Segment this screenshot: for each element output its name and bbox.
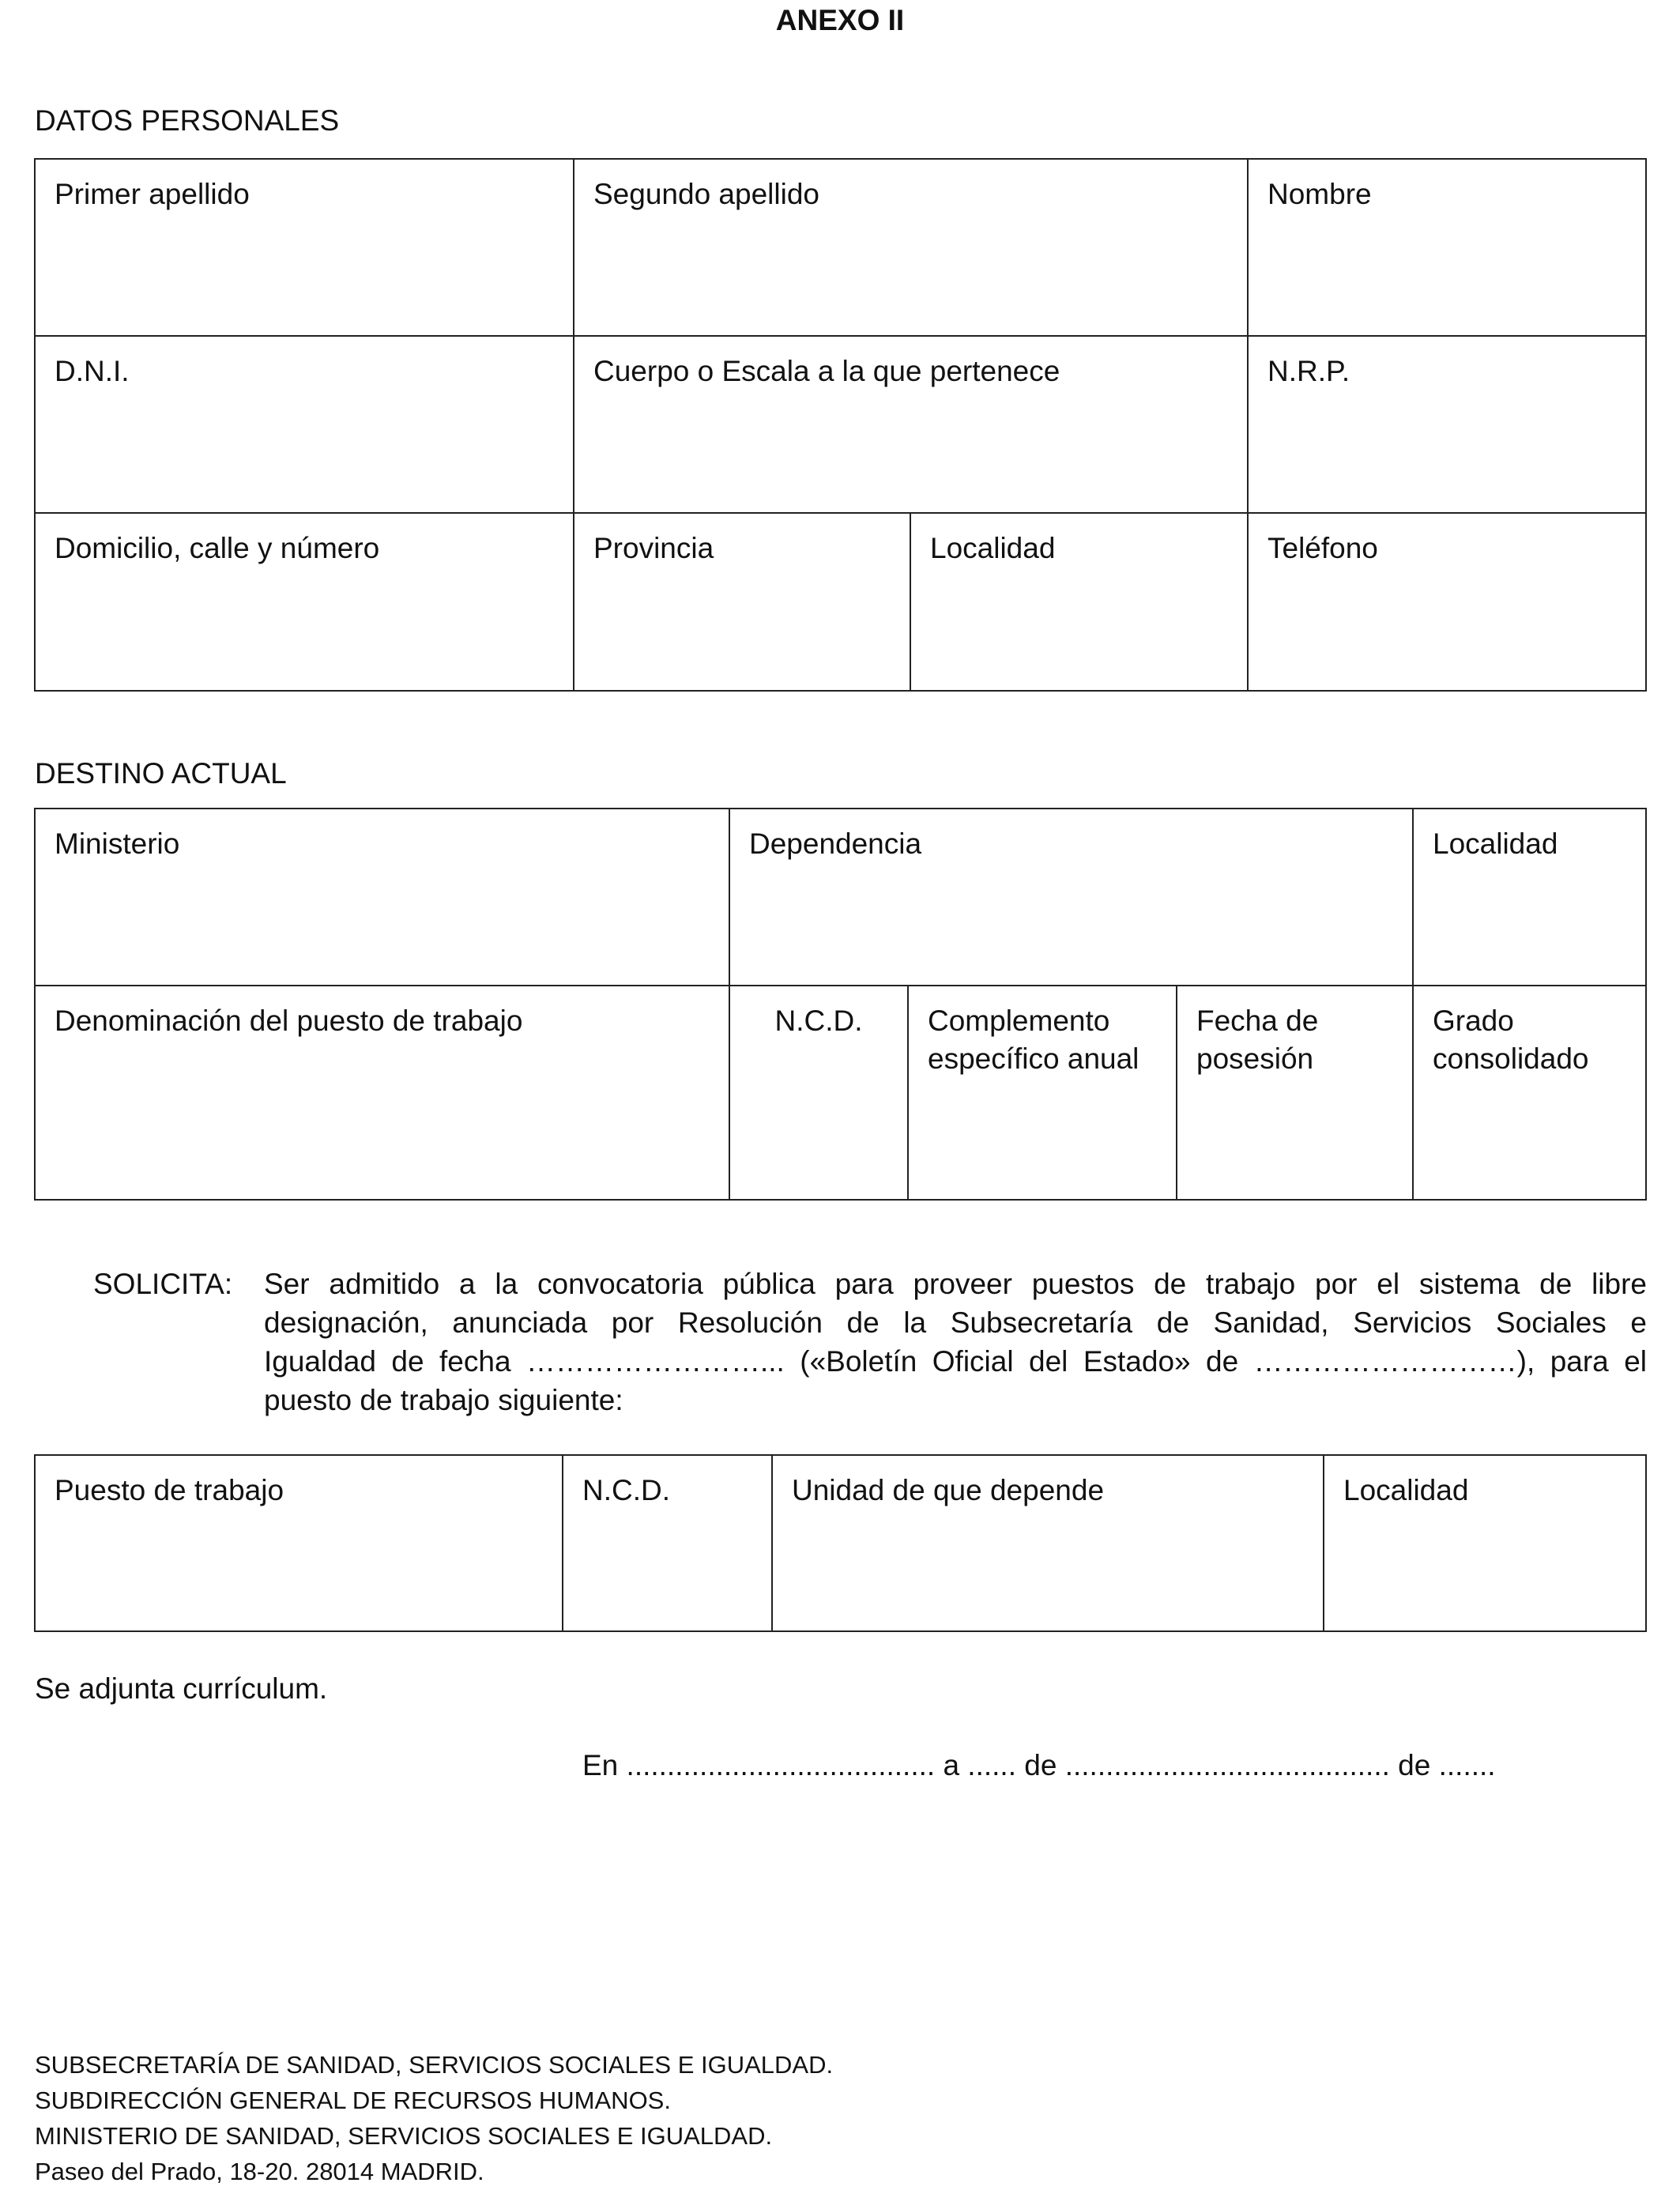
field-grado[interactable]	[1414, 986, 1645, 1199]
field-label: Ministerio	[55, 827, 180, 860]
footer-line: Paseo del Prado, 18-20. 28014 MADRID.	[35, 2158, 484, 2185]
field-label: Domicilio, calle y número	[55, 532, 380, 564]
field-ncd[interactable]	[730, 986, 909, 1199]
field-label: N.R.P.	[1268, 355, 1350, 387]
field-destino-localidad[interactable]	[1414, 809, 1645, 986]
field-localidad[interactable]	[911, 514, 1249, 690]
field-unidad[interactable]	[773, 1456, 1324, 1630]
field-label: Fecha de	[1196, 1005, 1319, 1037]
request-line-3: Igualdad de fecha ……………………... («Boletín Oficial del Estado» de ………………………), para el	[264, 1345, 1647, 1378]
footer-address	[35, 2047, 833, 2189]
footer-line: SUBDIRECCIÓN GENERAL DE RECURSOS HUMANOS.	[35, 2087, 671, 2114]
field-segundo-apellido[interactable]	[574, 160, 1249, 337]
field-provincia[interactable]	[574, 514, 911, 690]
field-label: Cuerpo o Escala a la que pertenece	[593, 355, 1060, 387]
field-label: Localidad	[1433, 827, 1558, 860]
field-label: Teléfono	[1268, 532, 1378, 564]
requested-post-table	[34, 1454, 1647, 1632]
signature-date-line[interactable]: En ...................................... a ...... de ........................................ de .......	[582, 1749, 1496, 1781]
field-fecha-posesion[interactable]	[1177, 986, 1414, 1199]
page-title: ANEXO II	[775, 4, 905, 36]
field-domicilio[interactable]	[36, 514, 574, 690]
field-complemento[interactable]	[909, 986, 1177, 1199]
field-nombre[interactable]	[1249, 160, 1645, 337]
field-puesto-ncd[interactable]	[563, 1456, 773, 1630]
footer-line: SUBSECRETARÍA DE SANIDAD, SERVICIOS SOCIALES E IGUALDAD.	[35, 2051, 834, 2079]
field-primer-apellido[interactable]	[36, 160, 574, 337]
field-nrp[interactable]	[1249, 337, 1645, 514]
field-label: Nombre	[1268, 178, 1372, 210]
field-label: Complemento	[928, 1005, 1110, 1037]
field-label: posesión	[1196, 1042, 1314, 1075]
field-label: específico anual	[928, 1042, 1139, 1075]
field-label: Localidad	[1343, 1474, 1469, 1506]
attachment-note: Se adjunta currículum.	[35, 1672, 328, 1705]
field-dependencia[interactable]	[730, 809, 1414, 986]
personal-data-heading: DATOS PERSONALES	[35, 104, 340, 137]
field-label: D.N.I.	[55, 355, 130, 387]
current-post-table	[34, 808, 1647, 1201]
field-label: Segundo apellido	[593, 178, 819, 210]
field-label: Grado	[1433, 1005, 1514, 1037]
request-line-4: puesto de trabajo siguiente:	[264, 1384, 623, 1416]
field-label: N.C.D.	[582, 1474, 670, 1506]
field-puesto-trabajo[interactable]	[36, 1456, 563, 1630]
request-paragraph	[93, 1265, 1647, 1419]
field-label: Denominación del puesto de trabajo	[55, 1005, 523, 1037]
footer-line: MINISTERIO DE SANIDAD, SERVICIOS SOCIALES E IGUALDAD.	[35, 2122, 773, 2150]
field-label: consolidado	[1433, 1042, 1589, 1075]
request-line-1: SOLICITA: Ser admitido a la convocatoria pública para proveer puestos de trabajo por el sistema de libre	[93, 1265, 1647, 1303]
field-puesto-localidad[interactable]	[1324, 1456, 1645, 1630]
current-post-heading: DESTINO ACTUAL	[35, 757, 287, 790]
field-denominacion[interactable]	[36, 986, 730, 1199]
field-label: Primer apellido	[55, 178, 250, 210]
field-label: Localidad	[930, 532, 1056, 564]
field-ministerio[interactable]	[36, 809, 730, 986]
request-label: SOLICITA:	[93, 1268, 233, 1300]
field-telefono[interactable]	[1249, 514, 1645, 690]
field-label: N.C.D.	[774, 1005, 863, 1037]
field-dni[interactable]	[36, 337, 574, 514]
field-label: Puesto de trabajo	[55, 1474, 284, 1506]
field-cuerpo[interactable]	[574, 337, 1249, 514]
field-label: Provincia	[593, 532, 714, 564]
request-line-2: designación, anunciada por Resolución de la Subsecretaría de Sanidad, Servicios Sociales e	[264, 1306, 1647, 1339]
personal-data-table	[34, 158, 1647, 692]
field-label: Unidad de que depende	[792, 1474, 1105, 1506]
field-label: Dependencia	[749, 827, 922, 860]
